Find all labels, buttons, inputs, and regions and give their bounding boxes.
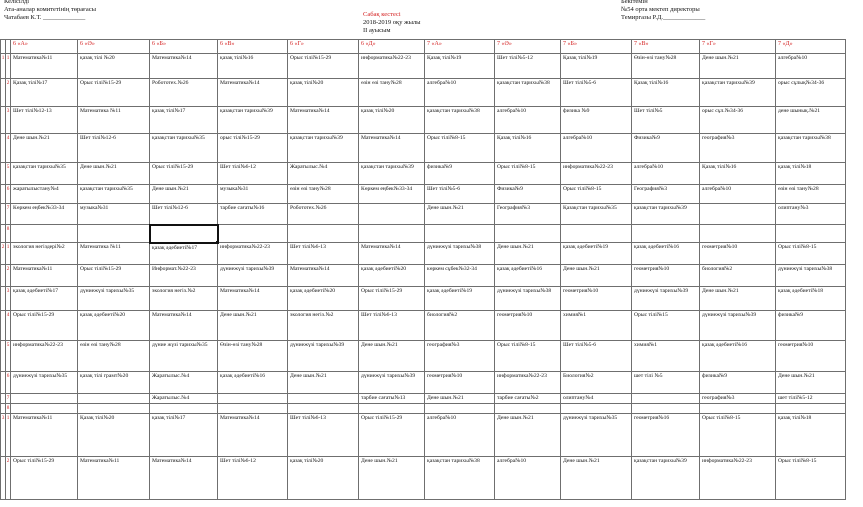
lesson-cell[interactable]: қазақ әдебиеті№16 — [632, 243, 700, 265]
agreed-label: Келісілді — [4, 0, 30, 5]
lesson-row — [1, 404, 846, 414]
lesson-row — [1, 79, 846, 107]
lesson-cell[interactable] — [776, 404, 846, 414]
lesson-cell[interactable]: Шет тілі№12-6 — [78, 134, 150, 163]
lesson-cell[interactable]: Шет тілі№5-6 — [561, 341, 632, 372]
lesson-cell[interactable] — [288, 394, 359, 404]
lesson-cell[interactable]: Шет тілі№5-6 — [561, 79, 632, 107]
lesson-cell[interactable]: Математика№11 — [11, 265, 78, 287]
school-year: 2018-2019 оқу жылы — [363, 19, 421, 26]
lesson-cell[interactable]: Орыс тілі№15-29 — [150, 163, 218, 185]
lesson-cell[interactable]: Дене шын.№21 — [150, 185, 218, 204]
lesson-cell[interactable]: дүниежүзі тарихы№39 — [632, 287, 700, 311]
lesson-cell[interactable]: өзін өзі тану№28 — [776, 185, 846, 204]
lesson-cell[interactable]: қазақстан тарихы№35 — [150, 134, 218, 163]
lesson-cell[interactable]: Дене шын.№21 — [78, 163, 150, 185]
lesson-cell[interactable]: Жаратылыс.№4 — [150, 394, 218, 404]
lesson-cell[interactable]: дүниежүзі тарихы№39 — [359, 372, 425, 394]
lesson-row — [1, 54, 846, 79]
lesson-cell[interactable]: Шет тілі№12-6 — [150, 204, 218, 225]
lesson-cell[interactable]: дүние жүзі тарихы№35 — [150, 341, 218, 372]
lesson-cell[interactable]: қазақ тілі№20 — [288, 457, 359, 500]
lesson-cell[interactable]: Информат.№22-23 — [150, 265, 218, 287]
lesson-cell[interactable]: Өзін-өзі тану№28 — [632, 54, 700, 79]
lesson-row — [1, 457, 846, 500]
lesson-cell[interactable]: алгебра№10 — [495, 107, 561, 134]
lesson-cell[interactable]: Шет тілі№5 — [632, 107, 700, 134]
lesson-cell[interactable]: Математика№14 — [218, 287, 288, 311]
class-column-header[interactable]: 6 «Д» — [359, 40, 425, 54]
lesson-cell[interactable]: музыка№31 — [218, 185, 288, 204]
lesson-cell[interactable]: география№3 — [700, 394, 776, 404]
lesson-number: 2 — [6, 457, 11, 500]
lesson-cell[interactable]: Шет тілі№6-13 — [288, 243, 359, 265]
lesson-cell[interactable]: Дене шын.№21 — [425, 394, 495, 404]
lesson-cell[interactable]: Көркем еңбек№33-34 — [11, 204, 78, 225]
class-column-header[interactable]: 6 «Б» — [150, 40, 218, 54]
lesson-cell[interactable]: Қазақ тілі№16 — [495, 134, 561, 163]
lesson-cell[interactable]: география№3 — [425, 341, 495, 372]
lesson-cell[interactable]: экология негіз.№2 — [288, 311, 359, 341]
lesson-cell[interactable]: қазақстан тарихы№39 — [632, 457, 700, 500]
day-number: 3 — [1, 414, 6, 457]
lesson-cell[interactable] — [632, 404, 700, 414]
lesson-cell[interactable]: геометрия№10 — [425, 372, 495, 394]
lesson-cell[interactable]: химия№1 — [632, 341, 700, 372]
lesson-number: 1 — [6, 54, 11, 79]
lesson-cell[interactable]: шет тілі№5-12 — [776, 394, 846, 404]
lesson-cell[interactable]: Дене шын.№21 — [288, 372, 359, 394]
lesson-cell[interactable]: Математика№11 — [11, 54, 78, 79]
lesson-cell[interactable]: алгебра№10 — [700, 185, 776, 204]
lesson-number: 1 — [6, 243, 11, 265]
class-column-header[interactable]: 7 «Г» — [700, 40, 776, 54]
class-column-header[interactable]: 7 «Д» — [776, 40, 846, 54]
lesson-number: 7 — [6, 204, 11, 225]
day-number: 1 — [1, 54, 6, 79]
lesson-cell[interactable]: Орыс тілі№8-15 — [495, 163, 561, 185]
lesson-cell[interactable]: Математика №11 — [78, 243, 150, 265]
lesson-cell[interactable]: Шет тілі№12-13 — [11, 107, 78, 134]
lesson-cell[interactable]: Математика№14 — [359, 243, 425, 265]
lesson-cell[interactable]: Математика№14 — [288, 107, 359, 134]
lesson-cell[interactable]: Көркем еңбек№33-34 — [359, 185, 425, 204]
lesson-cell[interactable] — [150, 404, 218, 414]
lesson-number: 3 — [6, 287, 11, 311]
lesson-cell[interactable]: Математика№11 — [11, 414, 78, 457]
lesson-number: 5 — [6, 163, 11, 185]
lesson-cell[interactable]: Қазақ тілі№16 — [632, 79, 700, 107]
lesson-cell[interactable]: Жаратылыс.№4 — [288, 163, 359, 185]
lesson-cell[interactable]: информатика№22-23 — [359, 54, 425, 79]
lesson-cell[interactable]: қазақ әдебиеті№18 — [776, 287, 846, 311]
lesson-cell[interactable]: Шет тілі№5-12 — [495, 54, 561, 79]
lesson-cell[interactable]: физика№9 — [776, 311, 846, 341]
lesson-cell[interactable]: Өзін-өзі тану№28 — [218, 341, 288, 372]
lesson-cell[interactable]: өзін өзі тану№28 — [288, 185, 359, 204]
lesson-row — [1, 204, 846, 225]
shift-label: II ауысым — [363, 27, 391, 34]
lesson-cell[interactable]: Дене шын.№21 — [359, 457, 425, 500]
lesson-cell[interactable]: қазақ тілі№16 — [218, 54, 288, 79]
header-center — [363, 11, 421, 35]
lesson-cell[interactable]: орыс тілі№15-29 — [218, 134, 288, 163]
committee-chair-signature: Чатабаев К.Т. _____________ — [4, 14, 86, 21]
lesson-cell[interactable]: геометрия№10 — [700, 243, 776, 265]
lesson-row — [1, 394, 846, 404]
lesson-cell[interactable] — [78, 404, 150, 414]
lesson-number: 6 — [6, 185, 11, 204]
lesson-cell[interactable]: биология№2 — [425, 311, 495, 341]
lesson-cell[interactable]: Орыс тілі№15-29 — [11, 311, 78, 341]
lesson-cell[interactable] — [11, 225, 78, 243]
lesson-cell[interactable]: экология негіз.№2 — [150, 287, 218, 311]
lesson-cell[interactable]: Дене шын.№21 — [359, 341, 425, 372]
lesson-cell[interactable]: Орыс тілі№15 — [632, 311, 700, 341]
lesson-cell[interactable]: алгебра№10 — [495, 457, 561, 500]
class-column-header[interactable]: 6 «Г» — [288, 40, 359, 54]
lesson-cell[interactable]: тарбие сағаты№16 — [218, 204, 288, 225]
lesson-cell[interactable]: қазақстан тарихы№38 — [425, 107, 495, 134]
lesson-cell[interactable]: биология№2 — [700, 265, 776, 287]
lesson-cell[interactable]: Орыс тілі№15-29 — [359, 287, 425, 311]
lesson-cell[interactable]: информатика№22-23 — [218, 243, 288, 265]
lesson-cell[interactable]: информатика№22-23 — [495, 372, 561, 394]
class-column-header[interactable]: 7 «В» — [632, 40, 700, 54]
lesson-cell[interactable]: Қазақ тілі№20 — [78, 414, 150, 457]
lesson-cell[interactable]: тарбие сағаты№13 — [359, 394, 425, 404]
lesson-number: 2 — [6, 265, 11, 287]
parent-committee-title: Ата-аналар комитетінің төрағасы — [4, 6, 96, 13]
lesson-cell[interactable]: Шет тілі№6-13 — [359, 311, 425, 341]
lesson-cell[interactable]: қазақстан тарихы№39 — [700, 79, 776, 107]
lesson-cell[interactable]: дүниежүзі тарихы№38 — [495, 287, 561, 311]
lesson-cell[interactable]: алгебра№10 — [425, 414, 495, 457]
lesson-cell[interactable]: Шет тілі№6-12 — [218, 163, 288, 185]
lesson-cell[interactable]: Дене шын.№21 — [776, 372, 846, 394]
lesson-cell[interactable]: дүниежүзі тарихы№35 — [78, 287, 150, 311]
lesson-cell[interactable]: Дене шын.№21 — [561, 265, 632, 287]
lesson-row — [1, 107, 846, 134]
lesson-cell[interactable]: дүниежүзі тарихы№38 — [776, 265, 846, 287]
lesson-cell[interactable]: Орыс тілі№8-15 — [495, 341, 561, 372]
lesson-cell[interactable]: физика№9 — [700, 372, 776, 394]
lesson-cell[interactable] — [632, 225, 700, 243]
lesson-cell[interactable]: Математика№14 — [150, 457, 218, 500]
lesson-cell[interactable]: Математика№14 — [218, 79, 288, 107]
lesson-cell[interactable]: дүниежүзі тарихы№35 — [11, 372, 78, 394]
lesson-cell[interactable] — [425, 404, 495, 414]
lesson-cell[interactable]: Орыс тілі№15-29 — [288, 54, 359, 79]
lesson-cell[interactable]: Жаратылыс.№4 — [150, 372, 218, 394]
lesson-cell[interactable]: қазақ тілі№18 — [776, 163, 846, 185]
class-column-header[interactable]: 6 «А» — [11, 40, 78, 54]
lesson-cell[interactable]: Орыс тілі№8-15 — [425, 134, 495, 163]
lesson-number: 3 — [6, 107, 11, 134]
lesson-cell[interactable]: физика №9 — [561, 107, 632, 134]
lesson-cell[interactable]: Орыс тілі№15-29 — [11, 457, 78, 500]
lesson-cell[interactable]: қазақ әдебиеті№16 — [218, 372, 288, 394]
lesson-row — [1, 287, 846, 311]
lesson-cell[interactable]: олиптану№3 — [776, 204, 846, 225]
class-column-header[interactable]: 6 «В» — [218, 40, 288, 54]
lesson-cell[interactable]: геометрия№10 — [776, 341, 846, 372]
lesson-cell[interactable] — [495, 404, 561, 414]
lesson-cell[interactable]: қазақ тілі№20 — [359, 107, 425, 134]
lesson-cell[interactable]: қазақстан тарихы№39 — [632, 204, 700, 225]
lesson-number: 1 — [6, 414, 11, 457]
lesson-cell[interactable]: информатика№22-23 — [700, 457, 776, 500]
lesson-cell[interactable]: геометрия№10 — [561, 287, 632, 311]
lesson-cell[interactable] — [78, 225, 150, 243]
lesson-row — [1, 243, 846, 265]
lesson-cell[interactable]: дүниежүзі тарихы№39 — [288, 341, 359, 372]
lesson-cell[interactable]: Робототех.№26 — [288, 204, 359, 225]
lesson-cell[interactable]: қазақстан тарихы№39 — [288, 134, 359, 163]
lesson-cell[interactable]: қазақ әдебиеті№20 — [288, 287, 359, 311]
lesson-cell[interactable]: Орыс тілі№8-15 — [700, 414, 776, 457]
lesson-cell[interactable]: қазақ әдебиеті№17 — [150, 243, 218, 265]
lesson-cell[interactable]: Математика№14 — [150, 311, 218, 341]
lesson-cell[interactable] — [11, 394, 78, 404]
lesson-cell[interactable] — [632, 394, 700, 404]
lesson-cell[interactable]: орыс сұлық№34-36 — [776, 79, 846, 107]
lesson-number: 5 — [6, 341, 11, 372]
lesson-cell[interactable]: Математика №11 — [78, 107, 150, 134]
lesson-cell[interactable] — [700, 204, 776, 225]
lesson-cell[interactable]: көркем сұбек№32-34 — [425, 265, 495, 287]
lesson-cell[interactable]: География№3 — [495, 204, 561, 225]
lesson-cell[interactable]: Қазақ тілі№19 — [561, 54, 632, 79]
lesson-number: 7 — [6, 394, 11, 404]
lesson-cell[interactable]: Орыс тілі№8-15 — [776, 243, 846, 265]
lesson-cell[interactable] — [425, 225, 495, 243]
lesson-row — [1, 265, 846, 287]
lesson-cell[interactable]: алгебра№10 — [776, 54, 846, 79]
lesson-number: 4 — [6, 134, 11, 163]
day-number: 2 — [1, 243, 6, 265]
lesson-number: 6 — [6, 372, 11, 394]
lesson-cell[interactable]: өзін өзі тану№28 — [78, 341, 150, 372]
lesson-cell[interactable]: информатика№22-23 — [11, 341, 78, 372]
lesson-cell[interactable]: Дене шын.№21 — [700, 54, 776, 79]
lesson-cell[interactable]: Дене шын.№21 — [495, 243, 561, 265]
lesson-cell[interactable]: қазақ тілі №20 — [78, 54, 150, 79]
lesson-cell[interactable]: қазақ әдебиеті№19 — [425, 287, 495, 311]
lesson-cell[interactable]: геометрия№10 — [495, 311, 561, 341]
lesson-cell[interactable]: География№3 — [632, 185, 700, 204]
lesson-cell[interactable]: қазақстан тарихы№38 — [495, 79, 561, 107]
lesson-row — [1, 225, 846, 243]
lesson-cell[interactable]: алгебра№10 — [561, 134, 632, 163]
lesson-cell[interactable] — [495, 225, 561, 243]
lesson-cell[interactable]: алгебра№10 — [425, 79, 495, 107]
lesson-cell[interactable]: дене шынық.№21 — [776, 107, 846, 134]
header-left — [4, 0, 96, 22]
lesson-cell[interactable]: өзін өзі тану№28 — [359, 79, 425, 107]
lesson-cell[interactable]: олиптану№4 — [561, 394, 632, 404]
lesson-cell[interactable] — [359, 225, 425, 243]
lesson-cell[interactable]: Физика№9 — [495, 185, 561, 204]
lesson-cell[interactable]: Физика№9 — [632, 134, 700, 163]
lesson-cell[interactable]: қазақ тілі№17 — [150, 107, 218, 134]
lesson-cell[interactable]: қазақстан тарихы№39 — [218, 107, 288, 134]
lesson-cell[interactable]: Дене шын.№21 — [700, 287, 776, 311]
lesson-cell[interactable]: Робототех.№26 — [150, 79, 218, 107]
lesson-cell[interactable]: Математика№11 — [78, 457, 150, 500]
lesson-cell[interactable]: Математика№14 — [150, 54, 218, 79]
lesson-cell[interactable]: информатика№22-23 — [561, 163, 632, 185]
lesson-cell[interactable]: Орыс тілі№15-29 — [78, 79, 150, 107]
lesson-cell[interactable]: Дене шын.№21 — [218, 311, 288, 341]
lesson-cell[interactable]: Қазақстан тарихы№35 — [561, 204, 632, 225]
approved-label: Бекітемін — [621, 0, 648, 5]
lesson-cell[interactable]: геометрия№16 — [632, 414, 700, 457]
selected-cell[interactable] — [150, 225, 218, 243]
lesson-cell[interactable] — [561, 225, 632, 243]
lesson-cell[interactable]: Орыс тілі№8-15 — [776, 457, 846, 500]
lesson-cell[interactable]: Дене шын.№21 — [11, 134, 78, 163]
lesson-cell[interactable]: Дене шын.№21 — [495, 414, 561, 457]
lesson-cell[interactable] — [218, 404, 288, 414]
lesson-row — [1, 414, 846, 457]
lesson-cell[interactable]: орыс сұл.№34-36 — [700, 107, 776, 134]
lesson-cell[interactable]: қазақ тілі№18 — [776, 414, 846, 457]
lesson-cell[interactable]: дүниежүзі тарихы№39 — [700, 311, 776, 341]
lesson-cell[interactable]: Орыс тілі№15-29 — [359, 414, 425, 457]
lesson-row — [1, 134, 846, 163]
lesson-cell[interactable]: Қазақ тілі№19 — [425, 54, 495, 79]
lesson-cell[interactable] — [288, 225, 359, 243]
lesson-cell[interactable]: қазақ тілі№17 — [150, 414, 218, 457]
lesson-cell[interactable]: дүниежүзі тарихы№39 — [218, 265, 288, 287]
lesson-cell[interactable] — [561, 404, 632, 414]
lesson-row — [1, 311, 846, 341]
header-right — [621, 0, 705, 22]
lesson-cell[interactable]: экология негіздері№2 — [11, 243, 78, 265]
lesson-cell[interactable]: қазақ тілі грамт№20 — [78, 372, 150, 394]
lesson-cell[interactable]: қазақстан тарихы№35 — [78, 185, 150, 204]
lesson-row — [1, 163, 846, 185]
lesson-cell[interactable]: қазақ әдебиеті№20 — [78, 311, 150, 341]
lesson-cell[interactable]: қазақстан тарихы№38 — [425, 457, 495, 500]
lesson-cell[interactable]: Дене шын.№21 — [561, 457, 632, 500]
class-column-header[interactable]: 7 «Б» — [561, 40, 632, 54]
lesson-cell[interactable]: Шет тілі№6-12 — [218, 457, 288, 500]
schedule-title: Сабақ кестесі — [363, 11, 401, 18]
lesson-cell[interactable]: геометрия№10 — [632, 265, 700, 287]
lesson-cell[interactable]: география№3 — [700, 134, 776, 163]
lesson-cell[interactable]: Қазақ тілі№16 — [700, 163, 776, 185]
lesson-cell[interactable]: Қазақ тілі№17 — [11, 79, 78, 107]
lesson-cell[interactable]: қазақ әдебиеті№17 — [11, 287, 78, 311]
lesson-cell[interactable]: қазақстан тарихы№35 — [11, 163, 78, 185]
lesson-cell[interactable] — [359, 404, 425, 414]
lesson-cell[interactable]: қазақ әдебиеті№19 — [561, 243, 632, 265]
lesson-cell[interactable]: музыка№31 — [78, 204, 150, 225]
director-signature: Темиргазы Р.Д._____________ — [621, 14, 706, 21]
lesson-cell[interactable]: дүниежүзі тарихы№35 — [561, 414, 632, 457]
lesson-cell[interactable] — [78, 394, 150, 404]
lesson-cell[interactable]: алгебра№10 — [632, 163, 700, 185]
lesson-row — [1, 372, 846, 394]
lesson-cell[interactable]: физика№9 — [425, 163, 495, 185]
lesson-cell[interactable]: Шет тілі№5-6 — [425, 185, 495, 204]
lesson-cell[interactable] — [218, 225, 288, 243]
lesson-cell[interactable]: қазақ әдебиеті№16 — [495, 265, 561, 287]
lesson-cell[interactable] — [776, 225, 846, 243]
lesson-cell[interactable] — [218, 394, 288, 404]
class-header-row — [1, 40, 846, 54]
lesson-cell[interactable]: қазақ тілі№20 — [288, 79, 359, 107]
lesson-cell[interactable]: шет тілі №5 — [632, 372, 700, 394]
lesson-cell[interactable]: дүниежүзі тарихы№38 — [425, 243, 495, 265]
lesson-cell[interactable]: қазақстан тарихы№38 — [776, 134, 846, 163]
lesson-number: 8 — [6, 225, 11, 243]
lesson-row — [1, 185, 846, 204]
lesson-row — [1, 341, 846, 372]
lesson-cell[interactable]: Дене шын.№21 — [425, 204, 495, 225]
lesson-cell[interactable]: химия№1 — [561, 311, 632, 341]
lesson-cell[interactable] — [359, 204, 425, 225]
lesson-cell[interactable]: Орыс тілі№8-15 — [561, 185, 632, 204]
lesson-cell[interactable] — [288, 404, 359, 414]
lesson-cell[interactable]: Шет тілі№6-13 — [288, 414, 359, 457]
director-title: №54 орта мектеп директоры — [621, 6, 700, 13]
lesson-cell[interactable]: жаратылыстану№4 — [11, 185, 78, 204]
lesson-cell[interactable]: қазақ әдебиеті№20 — [359, 265, 425, 287]
lesson-cell[interactable] — [700, 225, 776, 243]
lesson-cell[interactable]: қазақ әдебиеті№16 — [700, 341, 776, 372]
schedule-table — [0, 39, 846, 500]
class-column-header[interactable]: 7 «Ә» — [495, 40, 561, 54]
lesson-cell[interactable]: Математика№14 — [359, 134, 425, 163]
selection-fill-handle[interactable] — [216, 241, 219, 244]
lesson-cell[interactable]: Орыс тілі№15-29 — [78, 265, 150, 287]
lesson-number: 8 — [6, 404, 11, 414]
class-column-header[interactable]: 7 «А» — [425, 40, 495, 54]
lesson-cell[interactable]: тарбие сағаты№2 — [495, 394, 561, 404]
lesson-number: 2 — [6, 79, 11, 107]
lesson-cell[interactable]: Математика№14 — [218, 414, 288, 457]
class-column-header[interactable]: 6 «Ә» — [78, 40, 150, 54]
lesson-cell[interactable]: Математика№14 — [288, 265, 359, 287]
lesson-number: 4 — [6, 311, 11, 341]
lesson-cell[interactable]: қазақстан тарихы№39 — [359, 163, 425, 185]
lesson-cell[interactable]: Биология№2 — [561, 372, 632, 394]
lesson-cell[interactable] — [11, 404, 78, 414]
lesson-cell[interactable] — [700, 404, 776, 414]
